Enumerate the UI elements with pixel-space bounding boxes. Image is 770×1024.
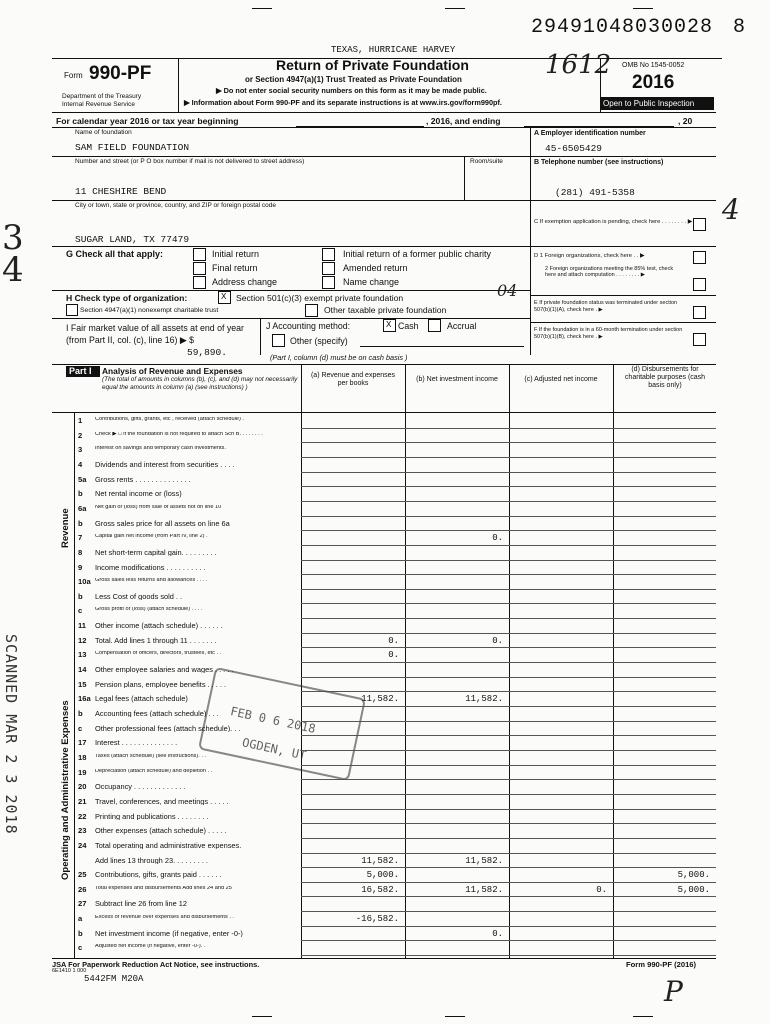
row-divider bbox=[301, 603, 716, 604]
column-a-header: (a) Revenue and expenses per books bbox=[310, 372, 396, 388]
handwritten-number: 1612 bbox=[545, 50, 612, 80]
row-label: Other employee salaries and wages . . . . . bbox=[95, 666, 234, 674]
cell-col-a: -16,582. bbox=[355, 914, 399, 925]
part1-heading: Analysis of Revenue and Expenses bbox=[102, 366, 243, 376]
cell-col-a: 16,582. bbox=[361, 884, 399, 895]
row-label: Gross profit or (loss) (attach schedule) . . . . bbox=[95, 607, 203, 613]
row-divider bbox=[301, 823, 716, 824]
row-number: 23 bbox=[78, 826, 87, 836]
h-check-label: H Check type of organization: bbox=[66, 293, 188, 303]
scanned-stamp: SCANNED MAR 2 3 2018 bbox=[2, 634, 20, 835]
bottom-handwritten-note: P bbox=[664, 975, 683, 1008]
calendar-year-mid: , 2016, and ending bbox=[426, 116, 501, 126]
row-divider bbox=[301, 940, 716, 941]
row-label: Legal fees (attach schedule) bbox=[95, 695, 188, 703]
row-number: 7 bbox=[78, 533, 83, 543]
row-divider bbox=[301, 442, 716, 443]
row-number: 3 bbox=[78, 445, 83, 455]
row-divider bbox=[301, 633, 716, 634]
part1-tag: Part I bbox=[66, 366, 100, 377]
cell-col-b: 11,582. bbox=[465, 884, 503, 895]
row-label: Add lines 13 through 23. . . . . . . . . bbox=[95, 856, 208, 864]
department-line1: Department of the Treasury bbox=[62, 93, 142, 100]
h-501c3-checkbox[interactable] bbox=[218, 291, 231, 304]
tax-year: 2016 bbox=[632, 72, 675, 93]
amended-return-label: Amended return bbox=[343, 263, 408, 273]
row-divider bbox=[301, 574, 716, 575]
open-inspection-banner: Open to Public Inspection bbox=[600, 97, 714, 110]
row-divider bbox=[301, 867, 716, 868]
cell-col-d: 5,000. bbox=[677, 870, 710, 881]
calendar-year-end: , 20 bbox=[678, 116, 693, 126]
row-number: 17 bbox=[78, 738, 87, 748]
row-number: 15 bbox=[78, 679, 87, 689]
row-number: 11 bbox=[78, 621, 87, 631]
row-label: Depreciation (attach schedule) and depletion . . bbox=[95, 768, 213, 774]
row-label: Subtract line 26 from line 12 bbox=[95, 900, 188, 908]
row-label: Net short-term capital gain. . . . . . . . . bbox=[95, 548, 217, 557]
row-number: c bbox=[78, 723, 83, 733]
received-stamp-date: FEB 0 6 2018 bbox=[229, 704, 317, 736]
row-label: Contributions, gifts, grants paid . . . . . . bbox=[95, 871, 222, 879]
row-number: b bbox=[78, 489, 83, 499]
row-number: b bbox=[78, 928, 83, 938]
g-check-label: G Check all that apply: bbox=[66, 249, 164, 259]
row-label: Gross rents . . . . . . . . . . . . . . bbox=[95, 475, 191, 483]
initial-former-label: Initial return of a former public charity bbox=[343, 249, 492, 259]
row-number: 21 bbox=[78, 796, 87, 806]
department-line2: Internal Revenue Service bbox=[62, 101, 135, 108]
form-number: 990-PF bbox=[89, 63, 152, 84]
column-b-header: (b) Net investment income bbox=[416, 376, 498, 383]
row-divider bbox=[301, 765, 716, 766]
right-corner-mark: 8 bbox=[733, 16, 746, 39]
row-label: Check ▶ □ if the foundation is not required to attach Sch B. . . . . . . . bbox=[95, 431, 263, 437]
row-divider bbox=[301, 618, 716, 619]
cell-col-b: 0. bbox=[492, 635, 503, 646]
name-change-label: Name change bbox=[343, 277, 400, 287]
row-number: 19 bbox=[78, 767, 87, 777]
ein-value: 45-6505429 bbox=[545, 143, 603, 154]
row-number: 5a bbox=[78, 474, 87, 484]
cell-col-b: 11,582. bbox=[465, 855, 503, 866]
amended-return-checkbox[interactable] bbox=[322, 262, 335, 275]
row-divider bbox=[301, 530, 716, 531]
accrual-checkbox[interactable] bbox=[428, 319, 441, 332]
phone-value: (281) 491-5358 bbox=[555, 187, 635, 198]
row-number: 14 bbox=[78, 665, 87, 674]
row-label: Occupancy . . . . . . . . . . . . . bbox=[95, 783, 186, 791]
row-divider bbox=[301, 706, 716, 707]
row-number: 2 bbox=[78, 430, 83, 440]
city-state-zip: SUGAR LAND, TX 77479 bbox=[75, 234, 190, 245]
row-label: Interest . . . . . . . . . . . . . . bbox=[95, 739, 178, 747]
cell-col-c: 0. bbox=[596, 884, 607, 895]
row-divider bbox=[301, 545, 716, 546]
cell-col-d: 5,000. bbox=[677, 884, 710, 895]
row-divider bbox=[301, 647, 716, 648]
form-subtitle: or Section 4947(a)(1) Trust Treated as Private Foundation bbox=[245, 75, 462, 84]
row-divider bbox=[301, 457, 716, 458]
fmv-label: I Fair market value of all assets at end of year (from Part II, col. (c), line 16) ▶ $ bbox=[66, 323, 244, 346]
accounting-method-label: J Accounting method: bbox=[266, 321, 351, 331]
calendar-year-label: For calendar year 2016 or tax year beginning bbox=[56, 116, 239, 126]
foreign-org-checkbox[interactable] bbox=[693, 251, 706, 264]
row-number: 1 bbox=[78, 416, 83, 425]
handwritten-04: 04 bbox=[497, 281, 518, 300]
row-divider bbox=[301, 926, 716, 927]
h-other-label: Other taxable private foundation bbox=[324, 305, 447, 315]
name-change-checkbox[interactable] bbox=[322, 276, 335, 289]
foreign-85-checkbox[interactable] bbox=[693, 278, 706, 291]
column-c-header: (c) Adjusted net income bbox=[524, 376, 598, 383]
row-number: 9 bbox=[78, 562, 83, 572]
row-divider bbox=[301, 911, 716, 912]
revenue-side-label: Revenue bbox=[60, 508, 71, 548]
row-label: Excess of revenue over expenses and disbursements . . bbox=[95, 915, 234, 921]
row-number: c bbox=[78, 606, 83, 616]
row-label: Dividends and interest from securities . . . . bbox=[95, 460, 235, 469]
cash-label: Cash bbox=[398, 321, 419, 331]
station-header: TEXAS, HURRICANE HARVEY bbox=[331, 45, 456, 55]
termination-60-label: F If the foundation is in a 60-month termination under section 507(b)(1)(B), check here . ▶ bbox=[534, 327, 683, 341]
city-label: City or town, state or province, country, and ZIP or foreign postal code bbox=[75, 202, 276, 209]
street-address: 11 CHESHIRE BEND bbox=[75, 186, 167, 197]
exemption-pending-checkbox[interactable] bbox=[693, 218, 706, 231]
received-stamp-city: OGDEN, UT bbox=[240, 735, 308, 763]
row-label: Net gain or (loss) from sale of assets not on line 10 bbox=[95, 504, 222, 510]
accrual-label: Accrual bbox=[447, 321, 477, 331]
row-number: 20 bbox=[78, 782, 87, 792]
h-501c3-mark: X bbox=[221, 292, 227, 302]
row-number: 6a bbox=[78, 503, 87, 513]
form-code: 6E1410 1 000 bbox=[52, 968, 87, 974]
row-number: 12 bbox=[78, 635, 87, 645]
h-4947-label: Section 4947(a)(1) nonexempt charitable trust bbox=[80, 307, 219, 314]
address-change-label: Address change bbox=[212, 277, 278, 287]
row-label: Capital gain net income (from Part IV, line 2) . bbox=[95, 534, 208, 540]
row-label: Travel, conferences, and meetings . . . . . bbox=[95, 797, 229, 806]
row-divider bbox=[301, 691, 716, 692]
row-number: 13 bbox=[78, 650, 87, 660]
final-return-checkbox[interactable] bbox=[193, 262, 206, 275]
row-divider bbox=[301, 750, 716, 751]
row-divider bbox=[301, 794, 716, 795]
form-prefix: Form bbox=[64, 71, 83, 80]
omb-number: OMB No 1545-0052 bbox=[622, 62, 685, 69]
left-margin-numbers: 3 4 bbox=[2, 218, 24, 291]
row-number: 8 bbox=[78, 547, 83, 557]
other-method-checkbox[interactable] bbox=[272, 334, 285, 347]
cash-mark: X bbox=[386, 320, 392, 330]
row-divider bbox=[301, 955, 716, 956]
foundation-name: SAM FIELD FOUNDATION bbox=[75, 142, 190, 153]
row-divider bbox=[301, 472, 716, 473]
cash-checkbox[interactable] bbox=[383, 319, 396, 332]
final-return-label: Final return bbox=[212, 263, 258, 273]
right-margin-note: 4 bbox=[722, 193, 740, 226]
fmv-value: 59,890. bbox=[187, 347, 227, 358]
row-number: b bbox=[78, 709, 83, 718]
row-label: Gross sales less returns and allowances . . . . bbox=[95, 578, 208, 584]
row-number: b bbox=[78, 591, 83, 601]
expenses-side-label: Operating and Administrative Expenses bbox=[60, 700, 71, 880]
foreign-85-label: 2 Foreign organizations meeting the 85% test, check here and attach computation . . . . . . . . ▶ bbox=[545, 266, 674, 279]
row-number: 16a bbox=[78, 694, 91, 704]
initial-former-checkbox[interactable] bbox=[322, 248, 335, 261]
exemption-pending-label: C If exemption application is pending, check here . . . . . . . . ▶ bbox=[534, 219, 693, 225]
row-number: 10a bbox=[78, 577, 91, 587]
termination-60-checkbox[interactable] bbox=[693, 333, 706, 346]
h-4947-checkbox[interactable] bbox=[66, 304, 78, 316]
batch-code: 5442FM M20A bbox=[84, 974, 144, 984]
row-divider bbox=[301, 721, 716, 722]
row-label: Other expenses (attach schedule) . . . . . bbox=[95, 827, 227, 835]
phone-label: B Telephone number (see instructions) bbox=[534, 159, 664, 166]
row-divider bbox=[301, 428, 716, 429]
row-divider bbox=[301, 589, 716, 590]
row-label: Other professional fees (attach schedule). . . bbox=[95, 724, 241, 732]
cell-col-a: 0. bbox=[388, 650, 399, 661]
initial-return-label: Initial return bbox=[212, 249, 260, 259]
room-suite-label: Room/suite bbox=[470, 158, 503, 165]
row-label: Total. Add lines 1 through 11 . . . . . . . bbox=[95, 636, 217, 645]
dln-number: 29491048030028 bbox=[531, 16, 714, 39]
cell-col-b: 0. bbox=[492, 928, 503, 939]
row-label: Net investment income (if negative, enter -0-) bbox=[95, 929, 243, 938]
cell-col-b: 11,582. bbox=[465, 694, 503, 705]
row-label: Pension plans, employee benefits . . . . . bbox=[95, 680, 227, 689]
cell-col-a: 5,000. bbox=[366, 870, 399, 881]
row-divider bbox=[301, 779, 716, 780]
row-number: a bbox=[78, 914, 83, 924]
row-label: Total operating and administrative expenses. bbox=[95, 841, 242, 850]
row-label: Taxes (attach schedule) (see instructions). . . bbox=[95, 753, 206, 759]
row-number: 4 bbox=[78, 459, 83, 469]
row-number: 22 bbox=[78, 811, 87, 821]
street-label: Number and street (or P O box number if mail is not delivered to street address) bbox=[75, 158, 305, 165]
row-number: b bbox=[78, 518, 83, 528]
column-d-header: (d) Disbursements for charitable purposes (cash basis only) bbox=[624, 366, 706, 390]
row-label: Income modifications . . . . . . . . . . bbox=[95, 563, 206, 571]
status-terminated-checkbox[interactable] bbox=[693, 306, 706, 319]
ein-label: A Employer identification number bbox=[534, 130, 646, 137]
row-divider bbox=[301, 486, 716, 487]
row-label: Printing and publications . . . . . . . . bbox=[95, 812, 209, 820]
row-divider bbox=[301, 516, 716, 517]
row-divider bbox=[301, 677, 716, 678]
other-method-label: Other (specify) bbox=[290, 336, 348, 346]
row-divider bbox=[301, 501, 716, 502]
initial-return-checkbox[interactable] bbox=[193, 248, 206, 261]
row-divider bbox=[301, 838, 716, 839]
form-footer-ref: Form 990-PF (2016) bbox=[626, 960, 697, 969]
row-label: Other income (attach schedule) . . . . . . bbox=[95, 622, 223, 630]
form-title: Return of Private Foundation bbox=[276, 57, 469, 73]
cell-col-a: 11,582. bbox=[361, 694, 399, 705]
row-divider bbox=[301, 662, 716, 663]
h-other-checkbox[interactable] bbox=[305, 304, 318, 317]
row-label: Interest on savings and temporary cash investments. bbox=[95, 446, 226, 452]
row-label: Gross sales price for all assets on line 6a bbox=[95, 519, 230, 527]
paperwork-notice: JSA For Paperwork Reduction Act Notice, see instructions. bbox=[52, 960, 260, 969]
ssn-warning: ▶ Do not enter social security numbers on this form as it may be made public. bbox=[216, 86, 487, 95]
row-label: Adjusted net income (if negative, enter -0-). . bbox=[95, 944, 206, 950]
row-divider bbox=[301, 560, 716, 561]
address-change-checkbox[interactable] bbox=[193, 276, 206, 289]
row-number: 25 bbox=[78, 870, 87, 880]
cell-col-a: 11,582. bbox=[361, 855, 399, 866]
info-note: ▶ Information about Form 990-PF and its separate instructions is at www.irs.gov/form990pf. bbox=[184, 98, 502, 107]
row-label: Compensation of officers, directors, trustees, etc . . bbox=[95, 651, 222, 657]
cell-col-b: 0. bbox=[492, 533, 503, 544]
part1-column-note: (Part I, column (d) must be on cash basis ) bbox=[270, 353, 408, 362]
row-label: Contributions, gifts, grants, etc , received (attach schedule) . bbox=[95, 417, 244, 422]
row-number: c bbox=[78, 943, 83, 953]
row-divider bbox=[301, 809, 716, 810]
row-number: 18 bbox=[78, 752, 87, 762]
foundation-name-label: Name of foundation bbox=[75, 129, 132, 136]
row-label: Accounting fees (attach schedule) . . . bbox=[95, 710, 219, 718]
h-501c3-label: Section 501(c)(3) exempt private foundation bbox=[236, 293, 404, 303]
row-divider bbox=[301, 882, 716, 883]
part1-heading-note: (The total of amounts in columns (b), (c), and (d) may not necessarily equal the amounts in column (a) (see instructions) ) bbox=[102, 376, 298, 391]
row-label: Less Cost of goods sold . . bbox=[95, 592, 183, 601]
status-terminated-label: E If private foundation status was terminated under section 507(b)(1)(A), check here . ▶ bbox=[534, 300, 678, 314]
row-label: Total expenses and disbursements Add lines 24 and 25 bbox=[95, 885, 232, 891]
foreign-org-label: D 1 Foreign organizations, check here . . ▶ bbox=[534, 253, 645, 259]
row-divider bbox=[301, 896, 716, 897]
row-number: 24 bbox=[78, 840, 87, 850]
row-divider bbox=[301, 853, 716, 854]
cell-col-a: 0. bbox=[388, 635, 399, 646]
row-divider bbox=[301, 735, 716, 736]
row-number: 27 bbox=[78, 899, 87, 909]
row-label: Net rental income or (loss) bbox=[95, 490, 182, 498]
row-number: 26 bbox=[78, 884, 87, 894]
